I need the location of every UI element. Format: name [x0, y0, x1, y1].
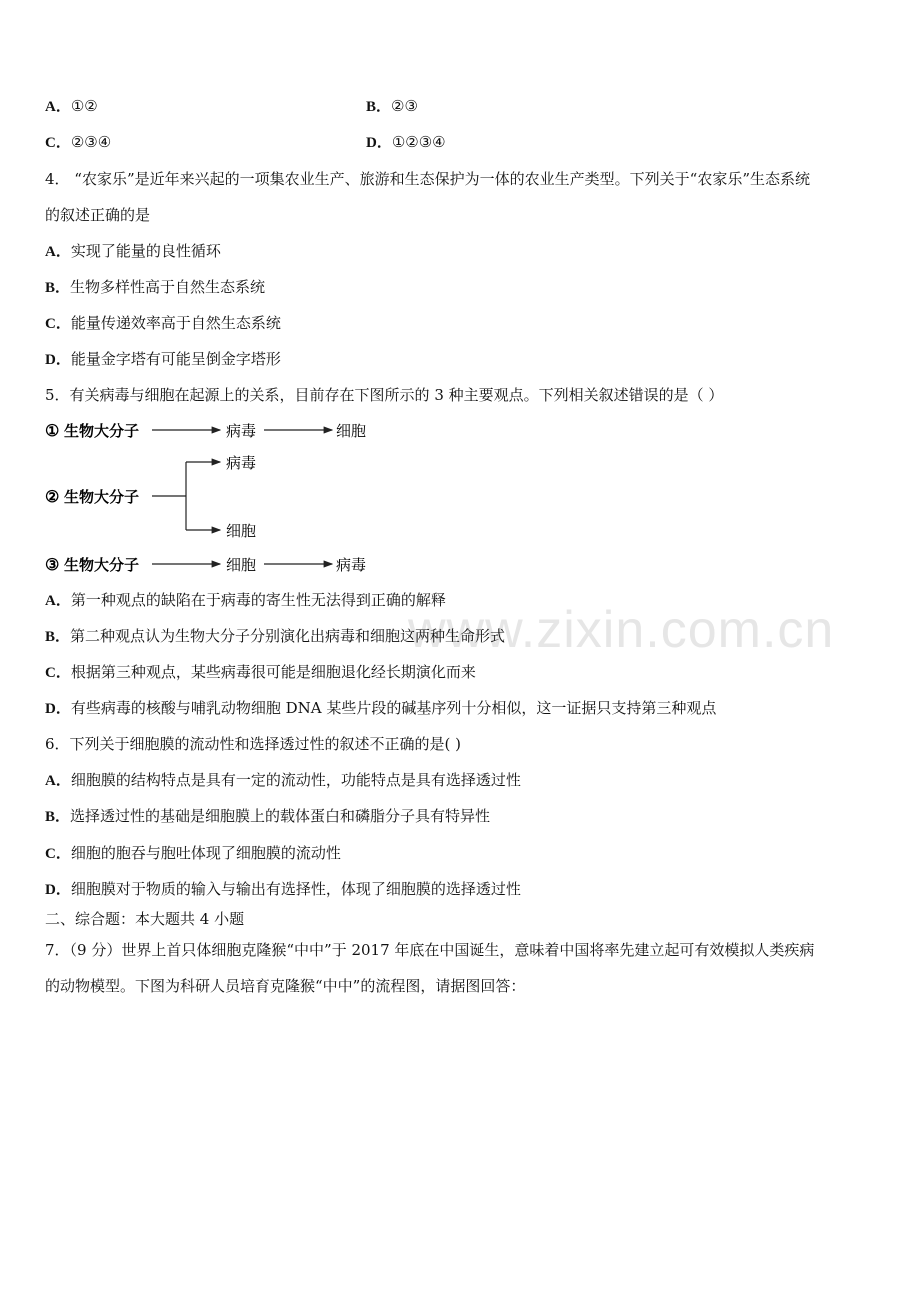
option-text: 细胞的胞吞与胞吐体现了细胞膜的流动性: [70, 844, 341, 862]
q6-option-a[interactable]: [45, 770, 521, 791]
q4-option-d[interactable]: [45, 349, 281, 370]
watermark: www.zixin.com.cn: [408, 601, 835, 659]
q5-option-b[interactable]: [45, 626, 505, 647]
q5-option-a[interactable]: [45, 590, 446, 611]
q6-option-c[interactable]: [45, 843, 341, 864]
virus-cell-origin-diagram: [40, 412, 400, 582]
option-letter: C．: [45, 316, 71, 332]
q6-option-d[interactable]: [45, 879, 521, 900]
option-text: 有些病毒的核酸与哺乳动物细胞 DNA 某些片段的碱基序列十分相似，这一证据只支持第三种观点: [70, 699, 717, 717]
option-text: 实现了能量的良性循环: [70, 242, 221, 260]
option-text: ②③④: [70, 133, 112, 151]
row3-start-label: 生物大分子: [64, 556, 140, 574]
option-text: ①②③④: [391, 133, 446, 151]
option-text: 选择透过性的基础是细胞膜上的载体蛋白和磷脂分子具有特异性: [70, 807, 491, 825]
option-letter: B．: [366, 99, 392, 115]
row1-start-label: 生物大分子: [64, 422, 140, 440]
row3-number: ③: [45, 555, 60, 574]
q7-stem-line1: [45, 940, 814, 960]
option-letter: B．: [45, 809, 71, 825]
q7-prefix: 7．（9 分）: [45, 941, 122, 959]
q3-option-d[interactable]: [366, 132, 446, 153]
option-text: 第一种观点的缺陷在于病毒的寄生性无法得到正确的解释: [70, 591, 446, 609]
q4-stem-line2: 的叙述正确的是: [45, 206, 151, 224]
q5-option-c[interactable]: [45, 662, 476, 683]
q3-option-c[interactable]: [45, 132, 111, 153]
option-letter: B．: [45, 280, 71, 296]
option-letter: D．: [45, 882, 71, 898]
q4-option-c[interactable]: [45, 313, 281, 334]
option-text: 细胞膜的结构特点是具有一定的流动性，功能特点是具有选择透过性: [70, 771, 521, 789]
row3-mid-label: 细胞: [226, 556, 257, 574]
option-text: 第二种观点认为生物大分子分别演化出病毒和细胞这两种生命形式: [70, 627, 506, 645]
option-letter: B．: [45, 629, 71, 645]
option-text: ②③: [391, 97, 418, 115]
q4-option-b[interactable]: [45, 277, 265, 298]
row2-number: ②: [45, 487, 60, 506]
q5-option-d[interactable]: [45, 698, 716, 719]
q4-stem-line1: 4． “农家乐”是近年来兴起的一项集农业生产、旅游和生态保护为一体的农业生产类型。下列关于“农家乐”生态系统: [45, 170, 810, 188]
q4-option-a[interactable]: [45, 241, 221, 262]
option-text: 生物多样性高于自然生态系统: [70, 278, 266, 296]
option-letter: D．: [366, 135, 392, 151]
option-letter: C．: [45, 135, 71, 151]
option-text: 细胞膜对于物质的输入与输出有选择性，体现了细胞膜的选择透过性: [70, 880, 521, 898]
option-letter: A．: [45, 99, 71, 115]
row2-top-label: 病毒: [226, 454, 257, 472]
q6-stem: 6．下列关于细胞膜的流动性和选择透过性的叙述不正确的是( ): [45, 735, 462, 753]
row1-end-label: 细胞: [336, 422, 367, 440]
row1-number: ①: [45, 421, 60, 440]
option-letter: D．: [45, 352, 71, 368]
option-text: 能量传递效率高于自然生态系统: [70, 314, 281, 332]
section-heading: 二、综合题：本大题共 4 小题: [45, 910, 245, 928]
option-text: 能量金字塔有可能呈倒金字塔形: [70, 350, 281, 368]
q5-stem: 5．有关病毒与细胞在起源上的关系，目前存在下图所示的 3 种主要观点。下列相关叙述错误的是（ ）: [45, 386, 724, 404]
q7-stem-line2: 的动物模型。下图为科研人员培育克隆猴“中中”的流程图，请据图回答：: [45, 977, 526, 995]
option-text: ①②: [70, 97, 98, 115]
option-letter: A．: [45, 244, 71, 260]
option-letter: C．: [45, 846, 71, 862]
row2-bottom-label: 细胞: [226, 522, 257, 540]
row3-end-label: 病毒: [336, 556, 367, 574]
q3-option-a[interactable]: [45, 96, 98, 117]
q6-option-b[interactable]: [45, 806, 490, 827]
q7-text-line1: 世界上首只体细胞克隆猴“中中”于 2017 年底在中国诞生，意味着中国将率先建立起可有效模拟人类疾病: [121, 941, 815, 959]
q3-option-b[interactable]: [366, 96, 418, 117]
option-letter: A．: [45, 773, 71, 789]
row1-mid-label: 病毒: [226, 422, 257, 440]
option-letter: D．: [45, 701, 71, 717]
option-letter: A．: [45, 593, 71, 609]
row2-start-label: 生物大分子: [64, 488, 140, 506]
option-letter: C．: [45, 665, 71, 681]
option-text: 根据第三种观点，某些病毒很可能是细胞退化经长期演化而来: [70, 663, 476, 681]
